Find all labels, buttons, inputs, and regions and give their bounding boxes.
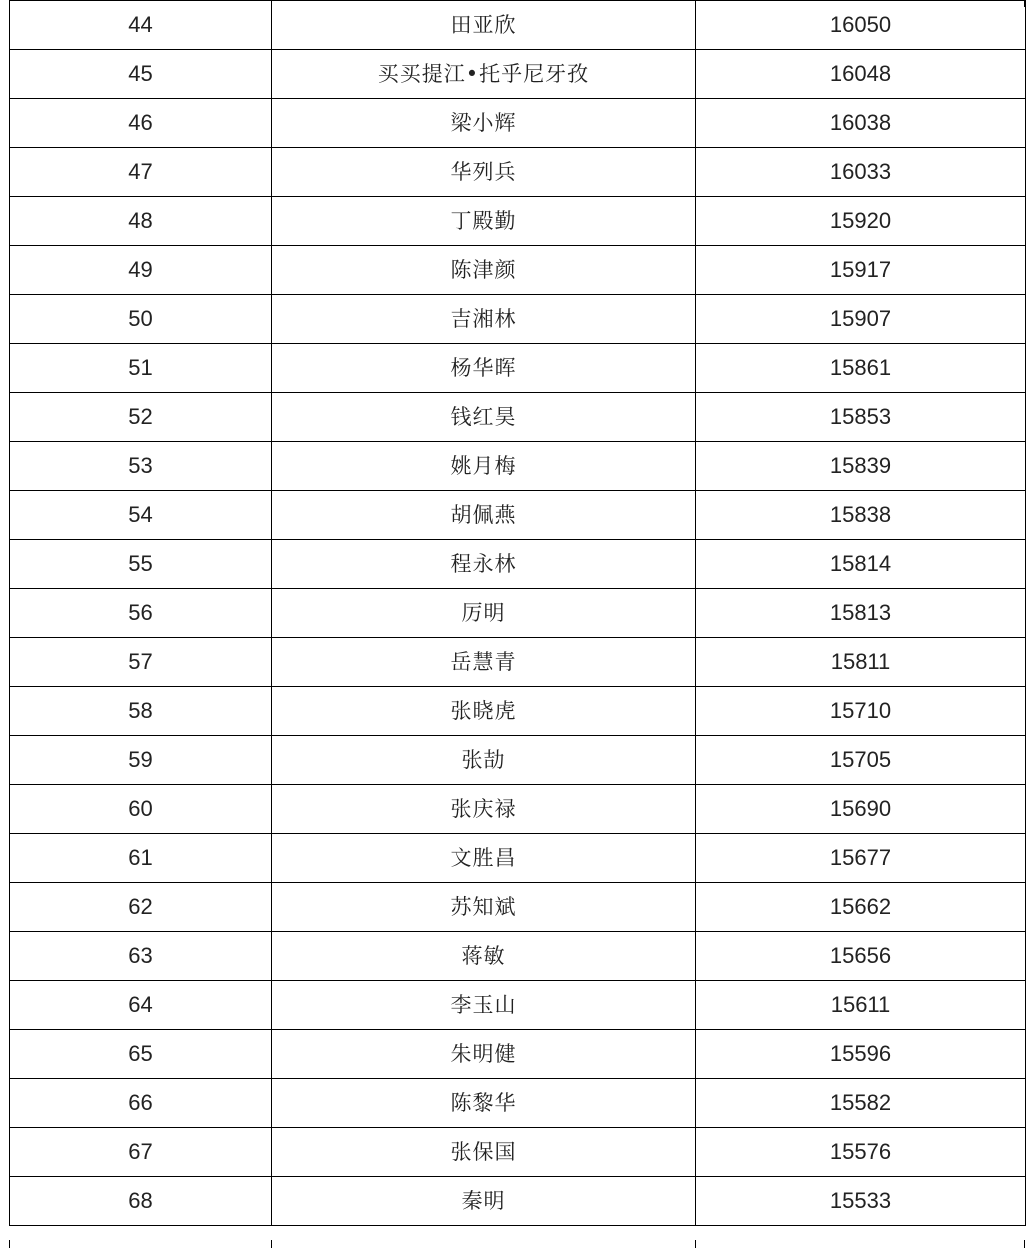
name-cell: 厉明 xyxy=(272,589,696,638)
name-cell: 张庆禄 xyxy=(272,785,696,834)
rank-cell: 66 xyxy=(10,1079,272,1128)
name-cell: 张保国 xyxy=(272,1128,696,1177)
rank-cell: 62 xyxy=(10,883,272,932)
name-cell: 李玉山 xyxy=(272,981,696,1030)
table-row xyxy=(10,1030,1026,1079)
table-row xyxy=(10,344,1026,393)
ranking-table-body xyxy=(10,1,1026,1226)
rank-cell: 64 xyxy=(10,981,272,1030)
column-divider xyxy=(9,1240,10,1248)
table-row xyxy=(10,687,1026,736)
name-cell: 胡佩燕 xyxy=(272,491,696,540)
rank-cell: 59 xyxy=(10,736,272,785)
score-cell: 16038 xyxy=(696,99,1026,148)
score-cell: 16033 xyxy=(696,148,1026,197)
rank-cell: 49 xyxy=(10,246,272,295)
score-cell: 16050 xyxy=(696,1,1026,50)
rank-cell: 55 xyxy=(10,540,272,589)
ranking-table-container xyxy=(9,0,1025,1226)
name-cell: 吉湘林 xyxy=(272,295,696,344)
score-cell: 15576 xyxy=(696,1128,1026,1177)
name-cell: 张劼 xyxy=(272,736,696,785)
name-cell: 蒋敏 xyxy=(272,932,696,981)
rank-cell: 60 xyxy=(10,785,272,834)
name-cell: 苏知斌 xyxy=(272,883,696,932)
score-cell: 15920 xyxy=(696,197,1026,246)
score-cell: 15596 xyxy=(696,1030,1026,1079)
table-row xyxy=(10,736,1026,785)
rank-cell: 47 xyxy=(10,148,272,197)
table-row xyxy=(10,393,1026,442)
score-cell: 15861 xyxy=(696,344,1026,393)
score-cell: 15838 xyxy=(696,491,1026,540)
table-row xyxy=(10,442,1026,491)
table-row xyxy=(10,246,1026,295)
table-row xyxy=(10,148,1026,197)
table-bottom-edge xyxy=(9,1240,1025,1248)
table-row xyxy=(10,50,1026,99)
name-cell: 陈津颜 xyxy=(272,246,696,295)
score-cell: 15814 xyxy=(696,540,1026,589)
score-cell: 15662 xyxy=(696,883,1026,932)
table-row xyxy=(10,295,1026,344)
name-cell: 程永林 xyxy=(272,540,696,589)
rank-cell: 67 xyxy=(10,1128,272,1177)
score-cell: 16048 xyxy=(696,50,1026,99)
rank-cell: 50 xyxy=(10,295,272,344)
rank-cell: 68 xyxy=(10,1177,272,1226)
table-row xyxy=(10,1177,1026,1226)
name-cell: 姚月梅 xyxy=(272,442,696,491)
table-row xyxy=(10,932,1026,981)
table-row xyxy=(10,1,1026,50)
score-cell: 15582 xyxy=(696,1079,1026,1128)
table-row xyxy=(10,1128,1026,1177)
name-cell: 钱红昊 xyxy=(272,393,696,442)
name-cell: 朱明健 xyxy=(272,1030,696,1079)
table-row xyxy=(10,99,1026,148)
score-cell: 15853 xyxy=(696,393,1026,442)
rank-cell: 57 xyxy=(10,638,272,687)
name-cell: 梁小辉 xyxy=(272,99,696,148)
table-row xyxy=(10,883,1026,932)
score-cell: 15690 xyxy=(696,785,1026,834)
ranking-table xyxy=(9,0,1026,1226)
name-cell: 杨华晖 xyxy=(272,344,696,393)
name-cell: 文胜昌 xyxy=(272,834,696,883)
rank-cell: 56 xyxy=(10,589,272,638)
score-cell: 15677 xyxy=(696,834,1026,883)
score-cell: 15907 xyxy=(696,295,1026,344)
rank-cell: 44 xyxy=(10,1,272,50)
table-row xyxy=(10,491,1026,540)
name-cell: 张晓虎 xyxy=(272,687,696,736)
rank-cell: 51 xyxy=(10,344,272,393)
score-cell: 15705 xyxy=(696,736,1026,785)
name-cell: 岳慧青 xyxy=(272,638,696,687)
rank-cell: 61 xyxy=(10,834,272,883)
score-cell: 15611 xyxy=(696,981,1026,1030)
name-cell: 买买提江•托乎尼牙孜 xyxy=(272,50,696,99)
column-divider xyxy=(695,1240,696,1248)
rank-cell: 63 xyxy=(10,932,272,981)
rank-cell: 65 xyxy=(10,1030,272,1079)
table-row xyxy=(10,785,1026,834)
rank-cell: 45 xyxy=(10,50,272,99)
table-row xyxy=(10,834,1026,883)
table-row xyxy=(10,638,1026,687)
rank-cell: 53 xyxy=(10,442,272,491)
table-row xyxy=(10,981,1026,1030)
column-divider xyxy=(271,1240,272,1248)
score-cell: 15811 xyxy=(696,638,1026,687)
rank-cell: 48 xyxy=(10,197,272,246)
name-cell: 田亚欣 xyxy=(272,1,696,50)
table-row xyxy=(10,589,1026,638)
column-divider xyxy=(1024,1240,1025,1248)
score-cell: 15813 xyxy=(696,589,1026,638)
rank-cell: 58 xyxy=(10,687,272,736)
score-cell: 15917 xyxy=(696,246,1026,295)
name-cell: 秦明 xyxy=(272,1177,696,1226)
score-cell: 15710 xyxy=(696,687,1026,736)
rank-cell: 54 xyxy=(10,491,272,540)
name-cell: 华列兵 xyxy=(272,148,696,197)
name-cell: 丁殿勤 xyxy=(272,197,696,246)
rank-cell: 46 xyxy=(10,99,272,148)
table-row xyxy=(10,1079,1026,1128)
score-cell: 15839 xyxy=(696,442,1026,491)
table-row xyxy=(10,540,1026,589)
table-row xyxy=(10,197,1026,246)
name-cell: 陈黎华 xyxy=(272,1079,696,1128)
score-cell: 15656 xyxy=(696,932,1026,981)
rank-cell: 52 xyxy=(10,393,272,442)
score-cell: 15533 xyxy=(696,1177,1026,1226)
